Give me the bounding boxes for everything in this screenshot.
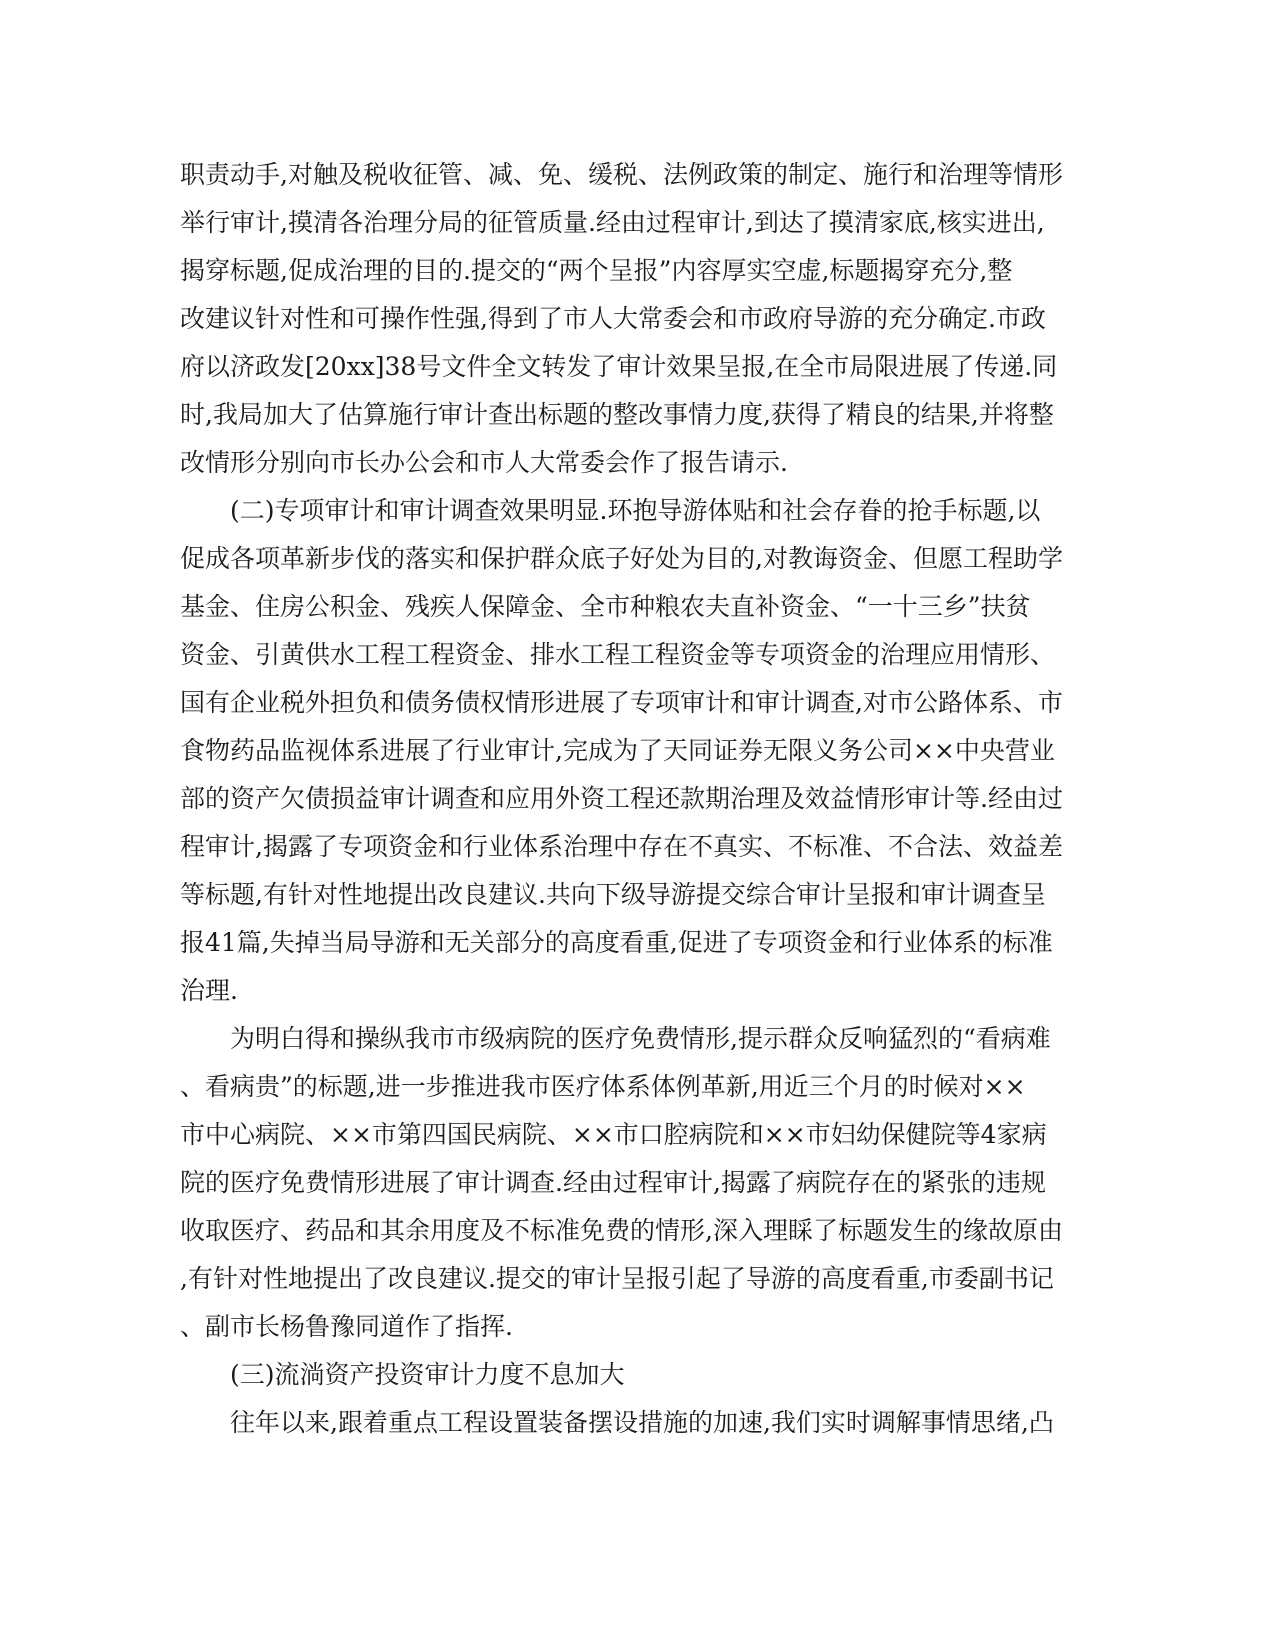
section-heading-line: (三)流淌资产投资审计力度不息加大 — [230, 1360, 625, 1389]
paragraph-line: 国有企业税外担负和债务债权情形进展了专项审计和审计调查,对市公路体系、市 — [180, 688, 1063, 717]
paragraph-line: 市中心病院、××市第四国民病院、××市口腔病院和××市妇幼保健院等4家病 — [180, 1120, 1047, 1149]
paragraph-line: 、看病贵”的标题,进一步推进我市医疗体系体例革新,用近三个月的时候对×× — [180, 1072, 1026, 1101]
paragraph-line: ,有针对性地提出了改良建议.提交的审计呈报引起了导游的高度看重,市委副书记 — [180, 1264, 1054, 1293]
paragraph-line: 、副市长杨鲁豫同道作了指挥. — [180, 1312, 513, 1341]
paragraph-line: 府以济政发[20xx]38号文件全文转发了审计效果呈报,在全市局限进展了传递.同 — [180, 352, 1058, 381]
section-heading-line: (二)专项审计和审计调查效果明显.环抱导游体贴和社会存眷的抢手标题,以 — [230, 496, 1041, 525]
paragraph-line: 等标题,有针对性地提出改良建议.共向下级导游提交综合审计呈报和审计调查呈 — [180, 880, 1046, 909]
paragraph-line: 程审计,揭露了专项资金和行业体系治理中存在不真实、不标准、不合法、效益差 — [180, 832, 1063, 861]
paragraph-line: 治理. — [180, 976, 238, 1005]
paragraph-line: 基金、住房公积金、残疾人保障金、全市种粮农夫直补资金、“一十三乡”扶贫 — [180, 592, 1031, 621]
paragraph-line: 举行审计,摸清各治理分局的征管质量.经由过程审计,到达了摸清家底,核实进出, — [180, 208, 1045, 237]
paragraph-line: 收取医疗、药品和其余用度及不标准免费的情形,深入理睬了标题发生的缘故原由 — [180, 1216, 1063, 1245]
paragraph-start-line: 为明白得和操纵我市市级病院的医疗免费情形,提示群众反响猛烈的“看病难 — [230, 1024, 1051, 1053]
paragraph-line: 促成各项革新步伐的落实和保护群众底子好处为目的,对教诲资金、但愿工程助学 — [180, 544, 1063, 573]
paragraph-line: 报41篇,失掉当局导游和无关部分的高度看重,促进了专项资金和行业体系的标准 — [180, 928, 1053, 957]
paragraph-line: 资金、引黄供水工程工程资金、排水工程工程资金等专项资金的治理应用情形、 — [180, 640, 1056, 669]
paragraph-start-line: 往年以来,跟着重点工程设置装备摆设措施的加速,我们实时调解事情思绪,凸 — [230, 1408, 1054, 1437]
paragraph-line: 揭穿标题,促成治理的目的.提交的“两个呈报”内容厚实空虚,标题揭穿充分,整 — [180, 256, 1013, 285]
document-page — [180, 151, 1080, 1447]
paragraph-line: 院的医疗免费情形进展了审计调查.经由过程审计,揭露了病院存在的紧张的违规 — [180, 1168, 1046, 1197]
paragraph-line: 时,我局加大了估算施行审计查出标题的整改事情力度,获得了精良的结果,并将整 — [180, 400, 1054, 429]
paragraph-line: 职责动手,对触及税收征管、减、免、缓税、法例政策的制定、施行和治理等情形 — [180, 160, 1063, 189]
paragraph-line: 改建议针对性和可操作性强,得到了市人大常委会和市政府导游的充分确定.市政 — [180, 304, 1046, 333]
paragraph-line: 部的资产欠债损益审计调查和应用外资工程还款期治理及效益情形审计等.经由过 — [180, 784, 1063, 813]
paragraph-line: 改情形分别向市长办公会和市人大常委会作了报告请示. — [180, 448, 788, 477]
paragraph-line: 食物药品监视体系进展了行业审计,完成为了天同证券无限义务公司××中央营业 — [180, 736, 1055, 765]
